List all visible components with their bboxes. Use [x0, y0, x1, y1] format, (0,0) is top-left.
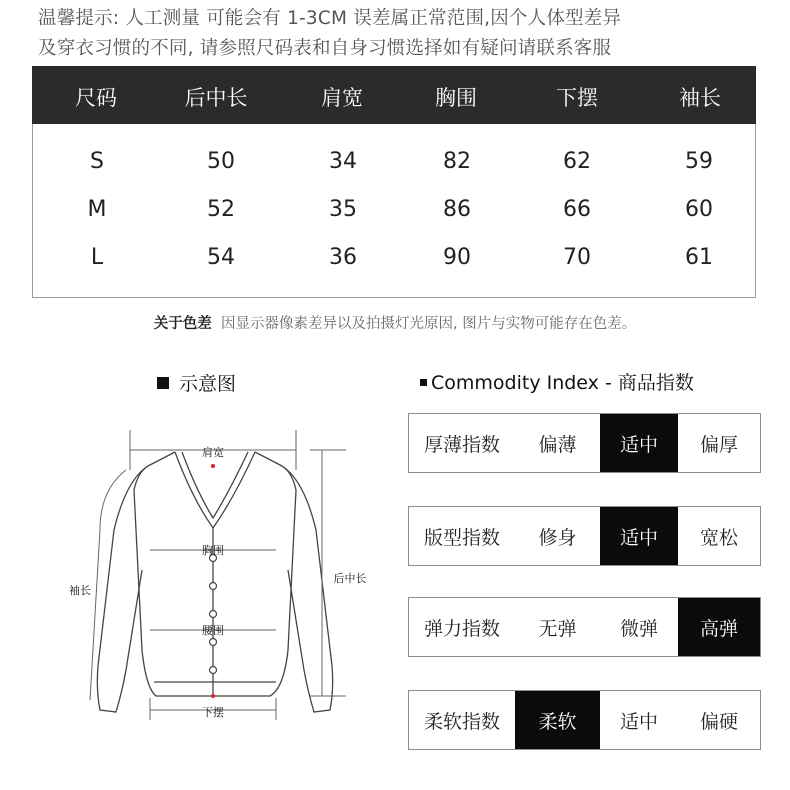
color-note-label: 关于色差: [153, 316, 212, 332]
index-option-selected: 柔软: [515, 691, 600, 749]
header-length: 后中长: [184, 86, 248, 110]
label-length: 后中长: [333, 572, 367, 585]
cell-hem: 62: [563, 149, 591, 174]
index-option-selected: 高弹: [678, 598, 760, 656]
size-notice: [38, 4, 768, 64]
index-option-selected: 适中: [600, 414, 678, 472]
measure-lines: [90, 430, 346, 720]
color-difference-note: [0, 312, 790, 333]
cell-length: 50: [207, 149, 235, 174]
header-hem: 下摆: [556, 86, 598, 110]
index-option: 无弹: [538, 617, 577, 640]
cell-chest: 90: [443, 245, 471, 270]
cell-size: S: [90, 149, 104, 174]
index-title: [420, 368, 694, 395]
cell-chest: 82: [443, 149, 471, 174]
cell-length: 54: [207, 245, 235, 270]
index-label: 柔软指数: [423, 710, 500, 733]
size-table-header: [32, 66, 756, 124]
index-option: 偏厚: [699, 433, 738, 456]
index-option: 偏薄: [538, 433, 577, 456]
cell-size: L: [90, 245, 104, 270]
label-hem: 下摆: [202, 706, 224, 719]
index-option: 微弹: [619, 617, 658, 640]
cell-shoulder: 35: [329, 197, 357, 222]
cell-size: M: [87, 197, 107, 222]
index-option: 适中: [619, 710, 658, 733]
notice-line-2: 及穿衣习惯的不同, 请参照尺码表和自身习惯选择如有疑问请联系客服: [38, 38, 612, 59]
table-row: [33, 245, 757, 285]
index-option: 修身: [538, 526, 577, 549]
cell-shoulder: 34: [329, 149, 357, 174]
cell-sleeve: 59: [685, 149, 713, 174]
label-waist: 腰围: [202, 624, 224, 637]
cell-sleeve: 60: [685, 197, 713, 222]
index-option: 偏硬: [699, 710, 738, 733]
table-row: [33, 149, 757, 189]
cell-shoulder: 36: [329, 245, 357, 270]
diagram-title-text: 示意图: [179, 373, 237, 395]
index-row-fit: [408, 506, 761, 566]
header-size: 尺码: [75, 86, 117, 110]
index-label: 版型指数: [423, 526, 500, 549]
label-shoulder: 肩宽: [202, 446, 224, 459]
table-row: [33, 197, 757, 237]
header-chest: 胸围: [435, 86, 477, 110]
sweater-diagram: [60, 420, 390, 760]
cell-hem: 70: [563, 245, 591, 270]
cell-length: 52: [207, 197, 235, 222]
header-shoulder: 肩宽: [321, 86, 363, 110]
index-option: 宽松: [699, 526, 738, 549]
label-sleeve: 袖长: [69, 584, 91, 597]
header-sleeve: 袖长: [679, 86, 721, 110]
index-row-thickness: [408, 413, 761, 473]
notice-line-1: 温馨提示: 人工测量 可能会有 1-3CM 误差属正常范围,因个人体型差异: [38, 8, 622, 29]
square-bullet-icon: [157, 377, 169, 389]
index-title-text: Commodity Index - 商品指数: [431, 372, 694, 394]
index-option-selected: 适中: [600, 507, 678, 565]
color-note-text: 因显示器像素差异以及拍摄灯光原因, 图片与实物可能存在色差。: [221, 316, 637, 332]
cell-sleeve: 61: [685, 245, 713, 270]
cell-chest: 86: [443, 197, 471, 222]
index-row-elasticity: [408, 597, 761, 657]
square-bullet-icon: [420, 379, 427, 386]
index-row-softness: [408, 690, 761, 750]
label-chest: 胸围: [202, 544, 224, 557]
cell-hem: 66: [563, 197, 591, 222]
diagram-title: [157, 369, 236, 396]
size-table: [32, 66, 756, 298]
index-label: 弹力指数: [423, 617, 500, 640]
index-label: 厚薄指数: [423, 433, 500, 456]
